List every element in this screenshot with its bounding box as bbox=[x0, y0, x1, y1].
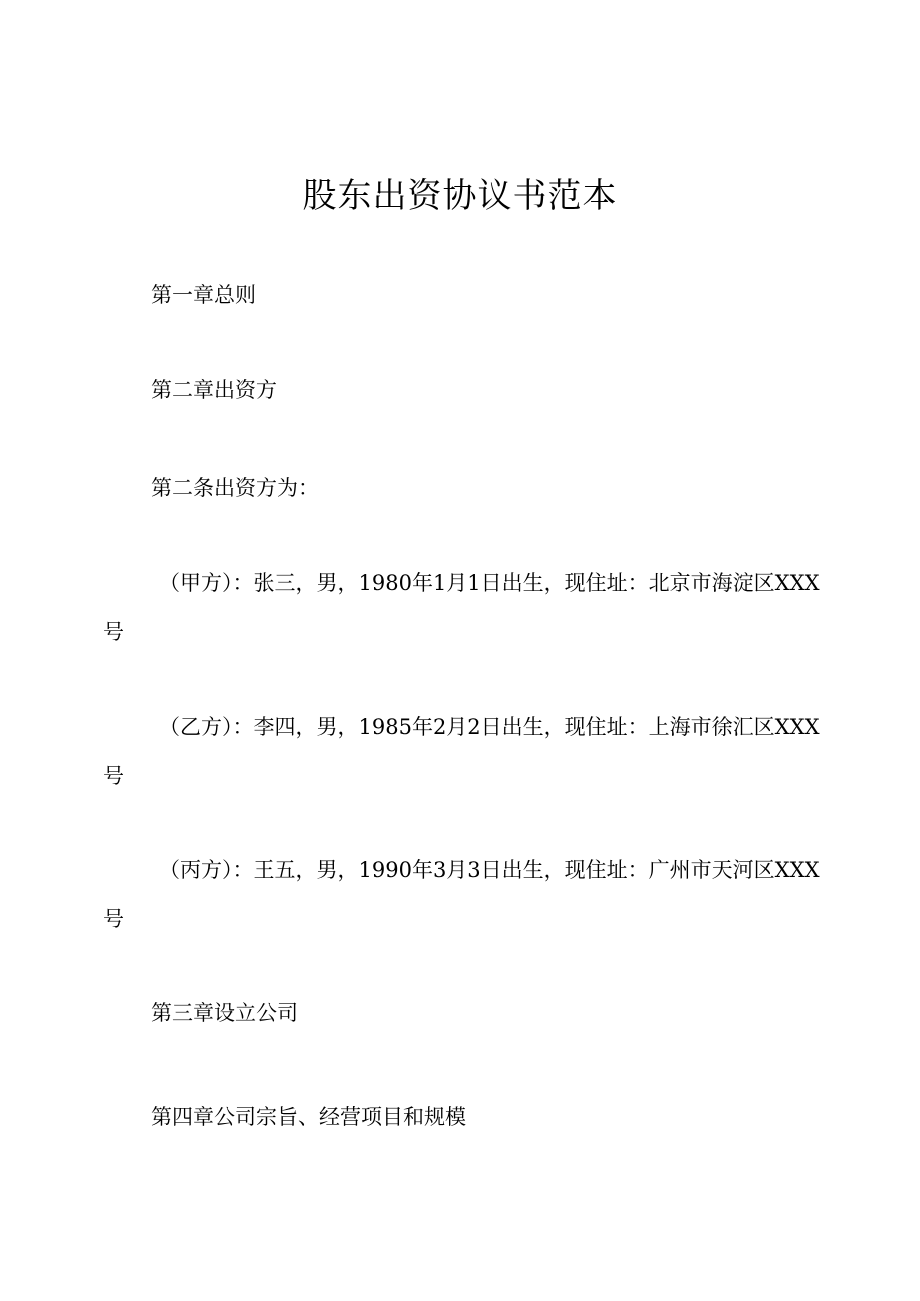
chapter-3-heading: 第三章设立公司 bbox=[151, 1001, 298, 1025]
document-title: 股东出资协议书范本 bbox=[302, 176, 618, 216]
chapter-2-heading: 第二章出资方 bbox=[151, 378, 277, 402]
party-c-continuation: 号 bbox=[103, 907, 124, 931]
party-a-line: （甲方）：张三，男，1980年1月1日出生，现住址：北京市海淀区XXX bbox=[159, 571, 820, 595]
chapter-4-heading: 第四章公司宗旨、经营项目和规模 bbox=[151, 1105, 466, 1129]
party-c-line: （丙方）：王五，男，1990年3月3日出生，现住址：广州市天河区XXX bbox=[159, 858, 820, 882]
article-2-text: 第二条出资方为： bbox=[151, 476, 319, 500]
chapter-1-heading: 第一章总则 bbox=[151, 283, 256, 307]
party-a-continuation: 号 bbox=[103, 620, 124, 644]
party-b-line: （乙方）：李四，男，1985年2月2日出生，现住址：上海市徐汇区XXX bbox=[159, 715, 820, 739]
party-b-continuation: 号 bbox=[103, 764, 124, 788]
